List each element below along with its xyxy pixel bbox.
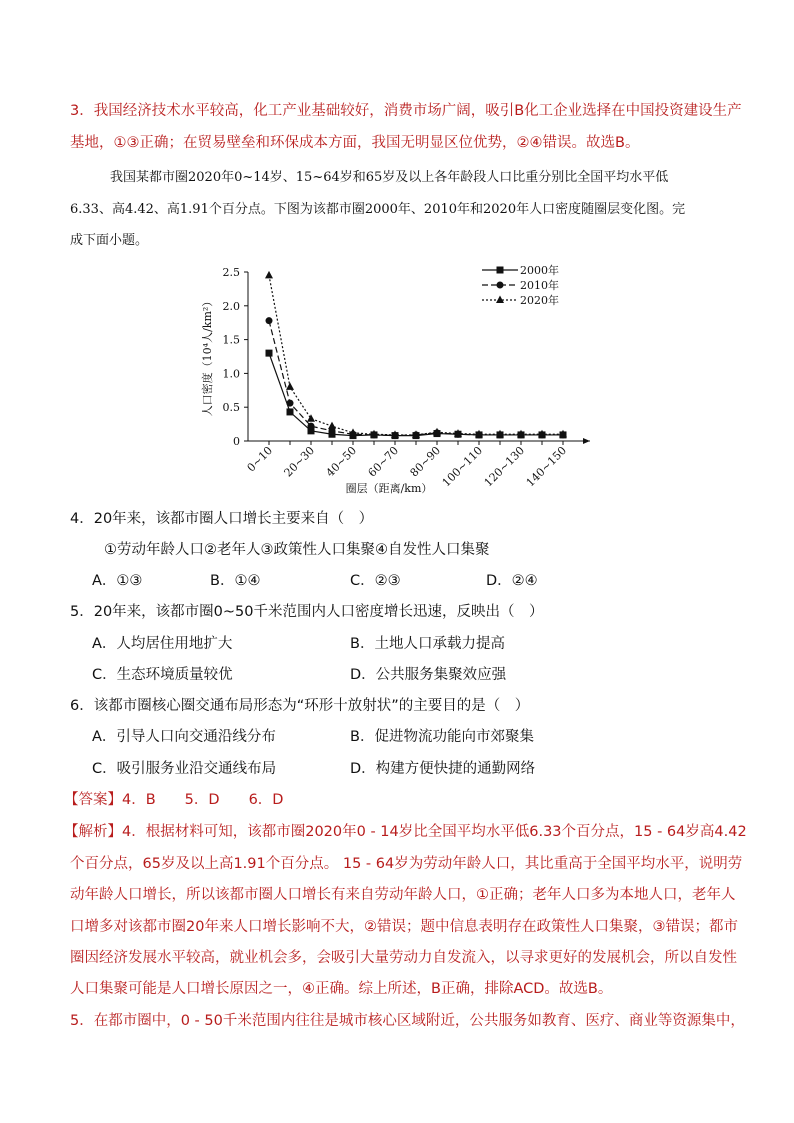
x-axis-label: 圈层（距离/km） xyxy=(345,482,433,495)
triangle-marker xyxy=(307,414,315,422)
x-tick-label: 140~150 xyxy=(523,443,570,490)
q5-option-d[interactable]: D．公共服务集聚效应强 xyxy=(350,667,507,683)
chart-legend xyxy=(482,263,559,307)
square-marker xyxy=(266,350,273,357)
material-line-2: 6.33、高4.42、高1.91个百分点。下图为该都市圈2000年、2010年和2020年人口密度随圈层变化图。完 xyxy=(70,202,686,217)
q5-option-a[interactable]: A．人均居住用地扩大 xyxy=(92,636,233,652)
analysis-line-6: 人口集聚可能是人口增长原因之一，④正确。综上所述，B正确，排除ACD。故选B。 xyxy=(70,981,613,997)
answer-line xyxy=(64,788,283,809)
x-tick-label: 80~90 xyxy=(407,443,444,480)
x-tick-label: 0~10 xyxy=(244,443,276,475)
material-line-3: 成下面小题。 xyxy=(70,233,149,248)
analysis-label: 【解析】 xyxy=(64,824,122,840)
triangle-marker xyxy=(265,271,273,279)
analysis-line-5: 圈因经济发展水平较高，就业机会多，会吸引大量劳动力自发流入，以寻求更好的发展机会，所以自发性 xyxy=(70,950,737,966)
triangle-marker xyxy=(496,296,504,304)
y-tick-label: 2.0 xyxy=(222,299,240,313)
analysis-line-2: 个百分点，65岁及以上高1.91个百分点。 15 - 64岁为劳动年龄人口，其比重高于全国平均水平，说明劳 xyxy=(70,856,743,872)
x-tick-label: 100~110 xyxy=(439,443,486,490)
x-axis-arrow xyxy=(583,438,590,444)
y-axis-ticks xyxy=(223,266,249,448)
x-tick-label: 60~70 xyxy=(365,443,402,480)
analysis-line-1 xyxy=(64,820,747,841)
q6-option-a[interactable]: A．引导人口向交通沿线分布 xyxy=(92,729,276,745)
legend-label: 2010年 xyxy=(520,279,559,292)
y-tick-label: 1.5 xyxy=(222,333,240,347)
answer-label: 【答案】 xyxy=(64,792,122,808)
circle-marker xyxy=(266,317,273,324)
triangle-marker xyxy=(286,382,294,390)
circle-marker xyxy=(308,423,315,430)
population-density-chart xyxy=(190,256,600,496)
analysis-line-4: 口增多对该都市圈20年来人口增长影响不大，②错误；题中信息表明存在政策性人口集聚，③错误；都市 xyxy=(70,919,738,935)
y-tick-label: 1.0 xyxy=(222,367,240,381)
square-marker xyxy=(287,408,294,415)
y-tick-label: 0 xyxy=(233,435,240,448)
material-line-1: 我国某都市圈2020年0~14岁、15~64岁和65岁及以上各年龄段人口比重分别比全国平均水平低 xyxy=(110,170,669,185)
analysis-text-1: 4．根据材料可知，该都市圈2020年0 - 14岁比全国平均水平低6.33个百分点，15 - 64岁高4.42 xyxy=(122,824,747,840)
q6-option-c[interactable]: C．吸引服务业沿交通线布局 xyxy=(92,761,277,777)
y-axis-label: 人口密度（10⁴人/km²） xyxy=(201,295,214,417)
y-tick-label: 2.5 xyxy=(222,266,240,279)
legend-label: 2000年 xyxy=(520,264,559,277)
series-line-2020年 xyxy=(269,275,563,435)
q3-explanation-line-1: 3．我国经济技术水平较高，化工产业基础较好，消费市场广阔，吸引B化工企业选择在中国投资建设生产 xyxy=(70,103,742,119)
legend-label: 2020年 xyxy=(520,294,559,307)
answer-text: 4．B 5．D 6．D xyxy=(122,792,284,808)
x-tick-label: 20~30 xyxy=(281,443,318,480)
q5-stem: 5．20年来，该都市圈0~50千米范围内人口密度增长迅速，反映出（ ） xyxy=(70,604,544,620)
x-tick-label: 40~50 xyxy=(323,443,360,480)
q5-option-c[interactable]: C．生态环境质量较优 xyxy=(92,667,233,683)
x-tick-label: 120~130 xyxy=(481,443,528,490)
series-line-2000年 xyxy=(269,353,563,435)
analysis-line-7: 5．在都市圈中，0 - 50千米范围内往往是城市核心区域附近，公共服务如教育、医疗、商业等资源集中， xyxy=(70,1013,745,1029)
q3-explanation-line-2: 基地，①③正确；在贸易壁垒和环保成本方面，我国无明显区位优势，②④错误。故选B。 xyxy=(70,135,640,151)
q4-option-c[interactable]: C．②③ xyxy=(350,573,401,589)
triangle-marker xyxy=(328,422,336,430)
q4-stem: 4．20年来，该都市圈人口增长主要来自（ ） xyxy=(70,511,374,527)
circle-marker xyxy=(497,282,504,289)
q5-option-b[interactable]: B．土地人口承载力提高 xyxy=(350,636,505,652)
q4-option-d[interactable]: D．②④ xyxy=(486,573,538,589)
square-marker xyxy=(497,267,504,274)
analysis-line-3: 动年龄人口增长，所以该都市圈人口增长有来自劳动年龄人口，①正确；老年人口多为本地人口，老年人 xyxy=(70,887,736,903)
q6-option-b[interactable]: B．促进物流功能向市郊聚集 xyxy=(350,729,534,745)
q4-items: ①劳动年龄人口②老年人③政策性人口集聚④自发性人口集聚 xyxy=(104,542,490,558)
circle-marker xyxy=(287,400,294,407)
q4-option-b[interactable]: B．①④ xyxy=(210,573,261,589)
q4-option-a[interactable]: A．①③ xyxy=(92,573,143,589)
y-tick-label: 0.5 xyxy=(222,401,240,415)
q6-stem: 6．该都市圈核心圈交通布局形态为“环形十放射状”的主要目的是（ ） xyxy=(70,698,530,714)
q6-option-d[interactable]: D．构建方便快捷的通勤网络 xyxy=(350,761,536,777)
